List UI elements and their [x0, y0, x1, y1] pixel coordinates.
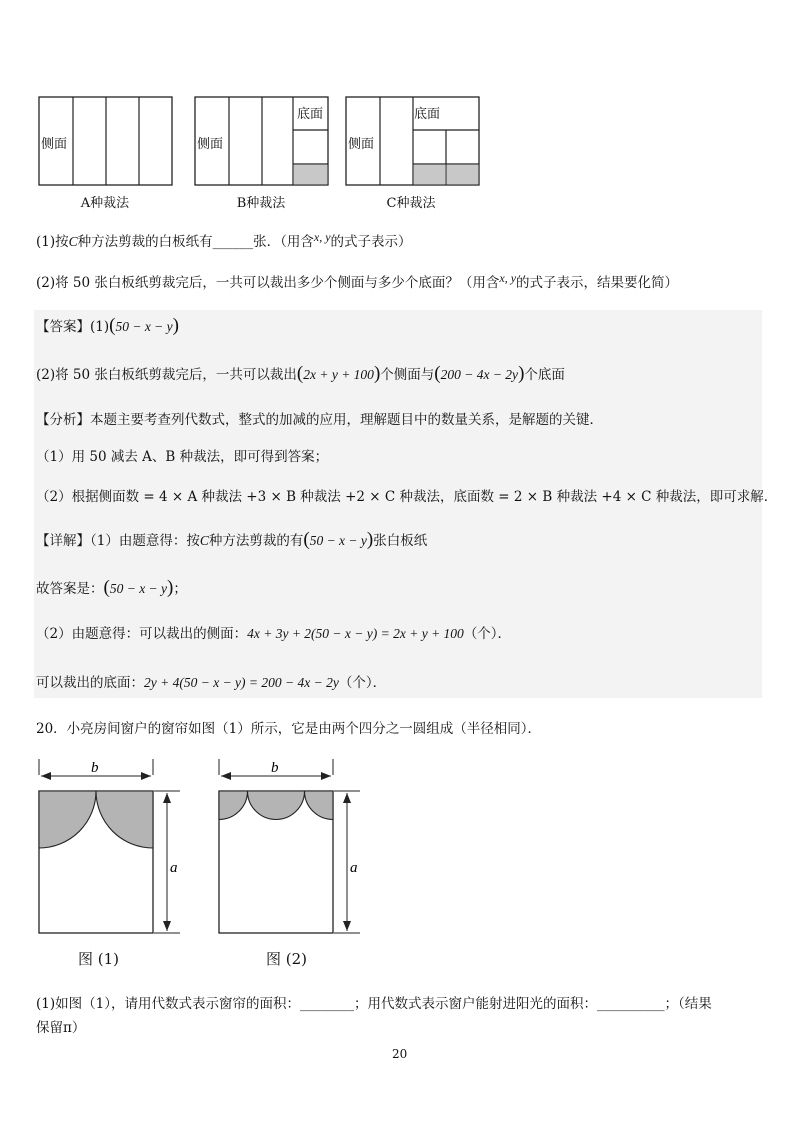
- problem-20-question-1: (1)如图（1），请用代数式表示窗帘的面积：________；用代数式表示窗户能射进阳光的面积：__________；（结果: [36, 996, 712, 1012]
- figure-1-caption: 图 (1): [78, 950, 120, 968]
- curtain-figure-2: [210, 755, 370, 940]
- detail-line-4: 可以裁出的底面：2y + 4(50 − x − y) = 200 − 4x − 2y（个）．: [36, 675, 387, 691]
- analysis-line-2: （1）用 50 减去 A、B 种裁法，即可得到答案；: [36, 449, 329, 465]
- answer-line-2: (2)将 50 张白板纸剪裁完后，一共可以裁出(2x + y + 100)个侧面与(200 − 4x − 2y)个底面: [36, 363, 565, 384]
- bottom-label-b: 底面: [297, 107, 324, 122]
- question-1: (1)按C种方法剪裁的白板纸有______张．（用含x, y的式子表示）: [36, 230, 412, 250]
- side-label-b: 侧面: [197, 137, 224, 152]
- analysis-line-1: 【分析】本题主要考查列代数式，整式的加减的应用，理解题目中的数量关系，是解题的关键．: [36, 412, 603, 428]
- detail-line-1: 【详解】（1）由题意得：按C种方法剪裁的有(50 − x − y)张白板纸: [36, 529, 428, 550]
- answer-line-1: 【答案】(1)(50 − x − y): [36, 315, 179, 336]
- detail-line-2: 故答案是：(50 − x − y)；: [36, 577, 187, 598]
- width-label-b-2: b: [271, 760, 279, 776]
- caption-method-a: A种裁法: [80, 196, 130, 211]
- page-number: 20: [392, 1047, 408, 1061]
- problem-20-text: 20．小亮房间窗户的窗帘如图（1）所示，它是由两个四分之一圆组成（半径相同）．: [36, 721, 542, 737]
- problem-20-question-1-cont: 保留π）: [36, 1020, 86, 1036]
- side-label-a: 侧面: [41, 137, 68, 152]
- caption-method-c: C种裁法: [386, 196, 436, 211]
- bottom-label-c: 底面: [414, 107, 441, 122]
- curtain-figure-1: [30, 755, 190, 940]
- analysis-line-3: （2）根据侧面数 = 4 × A 种裁法 +3 × B 种裁法 +2 × C 种裁法，底面数 = 2 × B 种裁法 +4 × C 种裁法，即可求解．: [36, 489, 778, 505]
- width-label-b: b: [91, 760, 99, 776]
- detail-line-3: （2）由题意得：可以裁出的侧面：4x + 3y + 2(50 − x − y) = 2x + y + 100（个）．: [36, 626, 512, 642]
- height-label-a-2: a: [350, 860, 358, 876]
- figure-2-caption: 图 (2): [266, 950, 308, 968]
- height-label-a: a: [170, 860, 178, 876]
- question-2: (2)将 50 张白板纸剪裁完后，一共可以裁出多少个侧面与多少个底面？（用含x, y的式子表示，结果要化简）: [36, 271, 679, 291]
- caption-method-b: B种裁法: [236, 196, 286, 211]
- side-label-c: 侧面: [348, 137, 375, 152]
